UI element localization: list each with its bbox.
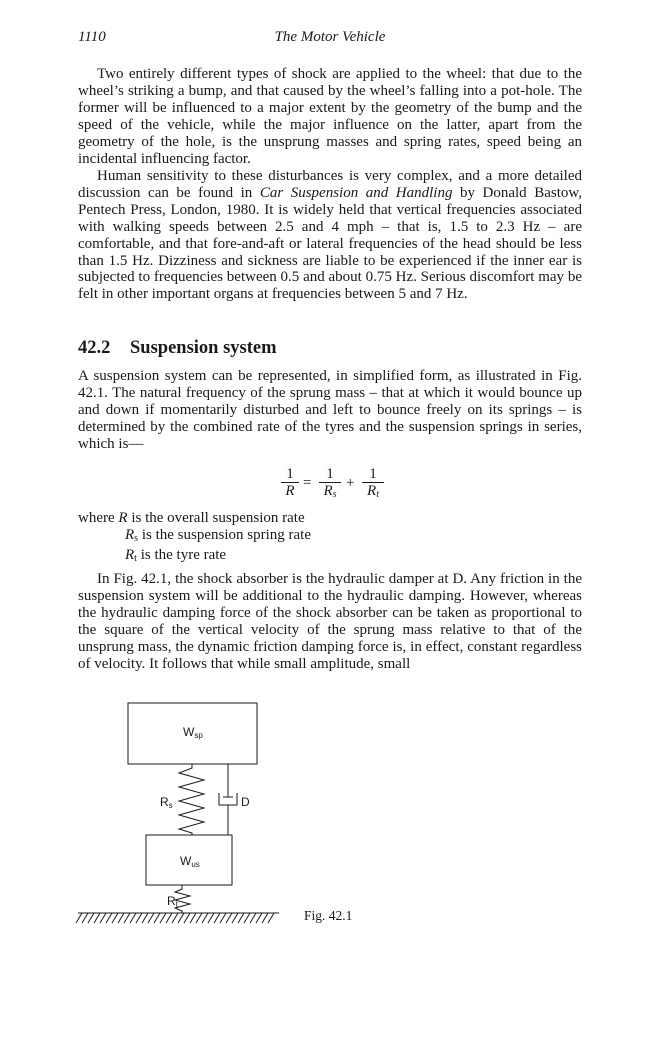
paragraph-text-start: Human sensitivity to these disturbances is very complex, and a more detailed discussion can be found in <box>78 168 582 201</box>
hatch-mark <box>220 913 226 923</box>
definition-Rt: $R_t$ is the tyre rate <box>125 547 227 564</box>
denominator-R: R <box>285 483 295 499</box>
hatch-mark <box>232 913 238 923</box>
hatch-mark <box>124 913 130 923</box>
figure-caption: Fig. 42.1 <box>304 908 353 923</box>
suspension-spring-icon <box>179 764 204 835</box>
hatch-mark <box>256 913 262 923</box>
paragraph-shock-types: Two entirely different types of shock are applied to the wheel: that due to the wheel’s striking a bump, and that caused by the wheel’s falling into a pot-hole. The former will be influenced to a major extent by the geometry of the bump and the speed of the vehicle, while the major influence on the latter, apart from the geometry of the hole, is the unsprung masses and spring rates, speed being an incidental influencing factor. <box>78 66 582 167</box>
paragraph-damping: In Fig. 42.1, the shock absorber is the hydraulic damper at D. Any friction in the suspension system will be additional to the hydraulic damping. However, whereas the hydraulic damping force of the shock absorber can be taken as proportional to the square of the vertical velocity of the sprung mass relative to that of the unsprung mass, the dynamic friction damping force is, in effect, constant regardless of velocity. It follows that while small amplitude, small <box>78 571 582 672</box>
hatch-mark <box>130 913 136 923</box>
hatch-mark <box>154 913 160 923</box>
hatch-mark <box>196 913 202 923</box>
damper-icon <box>219 764 237 835</box>
ground-hatch <box>76 913 274 923</box>
hatch-mark <box>136 913 142 923</box>
hatch-mark <box>112 913 118 923</box>
hatch-mark <box>238 913 244 923</box>
hatch-mark <box>214 913 220 923</box>
hatch-mark <box>202 913 208 923</box>
hatch-mark <box>166 913 172 923</box>
numerator: 1 <box>319 466 341 483</box>
page-number: 1110 <box>78 29 106 45</box>
label-Rt: Rt <box>167 894 178 909</box>
paragraph-suspension-intro: A suspension system can be represented, in simplified form, as illustrated in Fig. 42.1. The natural frequency of the sprung mass – that at which it would bounce up and down if momentarily disturbed and left to bounce freely on its springs – is determined by the combined rate of the tyres and the suspension springs in series, which is— <box>78 368 582 452</box>
hatch-mark <box>244 913 250 923</box>
plus-sign: + <box>346 475 355 491</box>
section-title: Suspension system <box>130 338 277 358</box>
hatch-mark <box>262 913 268 923</box>
label-Wus: Wus <box>180 854 200 869</box>
hatch-mark <box>88 913 94 923</box>
hatch-mark <box>94 913 100 923</box>
hatch-mark <box>82 913 88 923</box>
definition-Rs: $R_s$ is the suspension spring rate <box>125 527 311 544</box>
hatch-mark <box>184 913 190 923</box>
hatch-mark <box>268 913 274 923</box>
hatch-mark <box>106 913 112 923</box>
denominator-Rs: $R_s$ <box>323 483 337 500</box>
label-Rs: Rs <box>160 795 173 810</box>
hatch-mark <box>142 913 148 923</box>
hatch-mark <box>76 913 82 923</box>
hatch-mark <box>100 913 106 923</box>
hatch-mark <box>250 913 256 923</box>
hatch-mark <box>226 913 232 923</box>
label-D: D <box>241 795 250 809</box>
equals-sign: = <box>303 475 312 491</box>
definition-R: where R is the overall suspension rate <box>78 510 305 526</box>
hatch-mark <box>208 913 214 923</box>
section-number: 42.2 <box>78 338 111 358</box>
book-title: Car Suspension and Handling <box>259 184 453 201</box>
numerator: 1 <box>362 466 384 483</box>
running-title: The Motor Vehicle <box>274 29 386 45</box>
hatch-mark <box>172 913 178 923</box>
paragraph-text-end: by Donald Bastow, Pentech Press, London, 1980. It is widely held that vertical frequencies associated with walking speeds between 2.5 and 4 mph – that is, 1.5 to 2.3 Hz – are comfortable, and that fore-and-aft or lateral frequencies of the head should be less than 1.5 Hz. Dizziness and sickness are liable to be experienced if the inner ear is subjected to frequencies between 0.5 and about 0.75 Hz. Serious discomfort may be felt in other important organs at frequencies between 5 and 7 Hz. <box>78 184 582 303</box>
numerator: 1 <box>281 466 299 483</box>
hatch-mark <box>160 913 166 923</box>
hatch-mark <box>118 913 124 923</box>
hatch-mark <box>178 913 184 923</box>
label-Wsp: Wsp <box>183 725 203 740</box>
denominator-Rt: $R_t$ <box>367 483 379 500</box>
hatch-mark <box>190 913 196 923</box>
hatch-mark <box>148 913 154 923</box>
